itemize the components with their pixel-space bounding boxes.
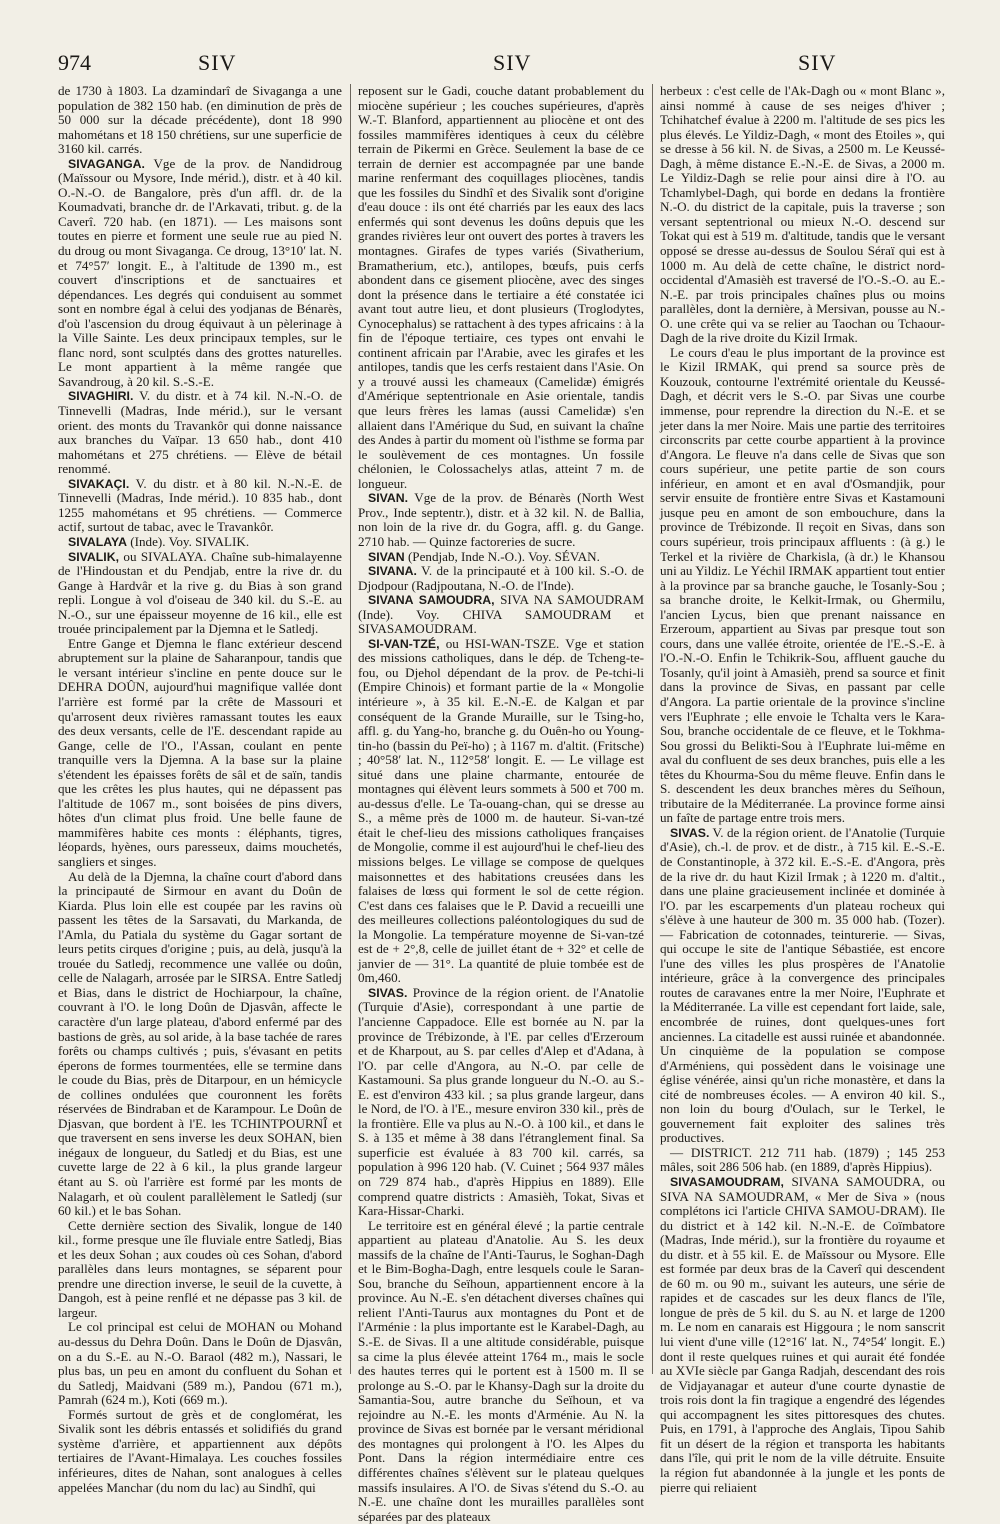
entry-text: V. de la principauté et à 100 kil. S.-O. de Djodpour (Radjpoutana, N.-O. de l'Inde). [358,563,644,593]
entry-text: V. du distr. et à 80 kil. N.-N.-E. de Tinnevelli (Madras, Inde mérid.). 10 835 hab., dont 1255 mahométans et 95 chrétiens. — Commerce actif, surtout de tabac, avec le Travankôr. [58,475,342,535]
running-head-right: SIV [798,50,837,75]
entry-headword: SIVAS. [368,985,408,1000]
entry-headword: SIVALIK, [68,549,120,564]
dictionary-entry [358,491,644,549]
entry-headword: SIVAKAÇI. [68,476,130,491]
entry-headword: SIVAN. [368,491,409,506]
entry-headword: SIVAS. [670,825,710,840]
dictionary-entry [660,1175,945,1495]
text-column-3 [660,83,945,1495]
dictionary-entry [58,550,342,637]
running-head-left: SIV [198,50,237,75]
entry-text: Au delà de la Djemna, la chaîne court d'abord dans la principauté de Sirmour en avant du Doûn de Kiarda. Plus loin elle est coupée par les ravins où passent les têtes de la Sarsavati, du Markanda, de l'Amla, du Patiala du système du Gagar sortant de leurs petits cirques d'origine ; puis, au delà, jusqu'à la trouée du Satledj, recommence une vallée ou doûn, celle de Nalagarh, arrosée par le SIRSA. Entre Satledj et Bias, dans le district de Hochiarpour, la chaîne, couvrant à l'O. le long Doûn de Djasvân, affecte le caractère d'un large plateau, d'abord enfermé par des bastions de grès, au sol aride, à la base tachée de rares forêts ou champs cultivés ; puis, s'évasant en petits éperons de formes tourmentées, elle se termine dans le coude du Bias, près de Ditarpour, en un hémicycle de collines ondulées que couronnent les forêts réservées de Bindraban et de Karampour. Le Doûn de Djasvan, que bordent à l'E. les TCHINTPOURNÎ et que traversent en sens inverse les deux SOHAN, bien inégaux de longueur, du Satledj et du Bias, est une cuvette large de 22 à 6 kil., la plus grande largeur étant au S. où l'arrière est formé par les monts de Nalagarh, et où coulent parallèlement le Satledj (sur 60 kil.) et le bas Sohan. [58,868,342,1219]
dictionary-entry [58,157,342,390]
entry-text: Le col principal est celui de MOHAN ou Mohand au-dessus du Dehra Doûn. Dans le Doûn de Djasvân, on a du S.-E. au N.-O. Baraol (482 m.), Nassari, le plus bas, un peu en amont du confluent du Sohan et du Satledj, Maidvani (589 m.), Pandou (671 m.), Pamrah (624 m.), Koti (669 m.). [58,1319,342,1408]
dictionary-entry [58,477,342,535]
text-column-2 [358,83,645,1524]
dictionary-entry [660,826,945,1146]
dictionary-entry [358,637,644,986]
dictionary-entry [58,389,342,476]
dictionary-entry [660,346,945,826]
entry-text: — DISTRICT. 212 711 hab. (1879) ; 145 253 mâles, soit 286 506 hab. (en 1889, d'après Hippius). [660,1144,945,1175]
entry-text: (Pendjab, Inde N.-O.). Voy. SÉVAN. [404,548,600,564]
running-head-center: SIV [493,50,532,75]
dictionary-entry [58,84,342,157]
dictionary-entry [660,84,945,346]
dictionary-entry [358,1219,644,1524]
dictionary-entry [58,1408,342,1495]
entry-text: de 1730 à 1803. La dzamindarî de Sivaganga a une population de 382 150 hab. (en diminution de près de 50 000 sur la décade précédente), dont 18 990 mahométans et 18 150 chrétiens, sur une superficie de 3160 kil. carrés. [58,83,342,157]
entry-headword: SIVAN [368,549,405,564]
entry-text: Formés surtout de grès et de conglomérat, les Sivalik sont les débris entassés et solidifiés du grand système d'arrière, et appartiennent aux dépôts tertiaires de l'Avant-Himalaya. Les couches fossiles inférieures, dites de Nahan, sont analogues à celles appelées Manchar (du nom du lac) au Sindhî, qui [58,1406,342,1495]
entry-headword: SIVANA. [368,564,417,579]
entry-text: Province de la région orient. de l'Anatolie (Turquie d'Asie), correspondant à une partie de l'ancienne Cappadoce. Elle est bornée au N. par la province de Trébizonde, à l'E. par celles d'Erzeroum et de Kharpout, au S. par celles d'Alep et d'Adana, à l'O. par celle d'Angora, au N.-O. par celle de Kastamouni. Sa plus grande longueur du N.-O. au S.-E. est d'environ 433 kil. ; sa plus grande largeur, dans le Nord, de l'O. à l'E., mesure environ 330 kil., près de la frontière. Elle va plus au N.-O. à 100 kil., et dans le S. à 135 et même à 38 dans l'étranglement final. Sa superficie est évaluée à 83 700 kil. carrés, sa population à 996 120 hab. (V. Cuinet ; 564 937 mâles on 729 874 hab., d'après Hippius en 1889). Elle comprend quatre districts : Amasièh, Tokat, Sivas et Kara-Hissar-Charki. [358,984,644,1219]
entry-text: reposent sur le Gadi, couche datant probablement du miocène supérieur ; les couches supérieures, d'après W.-T. Blanford, appartiennent au pliocène et ont des fossiles mammifères identiques à ceux du célèbre terrain de Pikermi en Grèce. Seulement la base de ce terrain de dernier est accompagnée par une bande marine renfermant des coquillages pliocènes, tandis que les fossiles du Sindhî et des Sivalik sont d'origine d'eau douce : ils ont été charriés par les eaux des lacs enfermés qui sont devenus les doûns depuis que les grandes rivières leur ont ouvert des portes à travers les montagnes. Girafes de types variés (Sivatherium, Bramatherium, etc.), antilopes, bœufs, puis cerfs abondent dans ce gisement pliocène, avec des singes dont la présence dans le tertiaire a été constatée ici avant tout autre lieu, et dont plusieurs (Troglodytes, Cynocephalus) se rattachent à des types africains : à la fin de l'époque tertiaire, ces types ont envahi le continent africain par l'Arabie, avec les girafes et les antilopes, tandis que les cerfs restaient dans l'Asie. On y a trouvé aussi les chameaux (Camelidæ) émigrés d'Amérique septentrionale en Asie orientale, tandis que leurs frères les lamas (aussi Camelidæ) s'en allaient dans l'Amérique du Sud, en suivant la chaîne des Andes à partir du moment où l'isthme se forma par le soulèvement de ces montagnes. Un fossile chélonien, le Colossachelys atlas, atteint 7 m. de longueur. [358,83,644,491]
dictionary-entry [58,637,342,870]
dictionary-entry [358,593,644,637]
entry-text: SIVA NA SAMOUDRAM (Inde). Voy. CHIVA SAMOUDRAM et SIVASAMOUDRAM. [358,592,645,637]
entry-headword: SIVAGHIRI. [68,389,134,404]
entry-text: SIVANA SAMOUDRA, ou SIVA NA SAMOUDRAM, « Mer de Siva » (nous complétons ici l'article CHIVA SAMOU-DRAM). Ile du district et à 142 kil. N.-N.-E. de Coïmbatore (Madras, Inde mérid.), sur la frontière du royaume et du distr. et à 55 kil. E. de Maïssour ou Mysore. Elle est formée par deux bras de la Caverî qui descendent de 60 m. ou 90 m., suivant les auteurs, une série de rapides et de cascades sur les deux flancs de l'île, longue de près de 5 kil. du S. au N. et large de 1200 m. Le nom en canarais est Higgoura ; le nom sanscrit lui vient d'une ville (12°16′ lat. N., 74°54′ longit. E.) dont il reste quelques ruines et qui aurait été fondée au XVIe siècle par Ganga Radjah, descendant des rois de Vidjayanagar et auteur d'une courte dynastie de trois rois dont la fin tragique a engendré des légendes qui accompagnent les sites pittoresques des chutes. Puis, en 1791, à l'approche des Anglais, Tipou Sahib fit un désert de la région et transporta les habitants dans l'île, qui prit le nom de la ville détruite. Ensuite la région fut abandonnée à la jungle et les ponts de pierre qui reliaient [660,1174,945,1495]
column-divider-1 [350,84,351,1374]
entry-headword: SI-VAN-TZÉ, [368,636,440,651]
column-divider-2 [652,84,653,1374]
entry-text: Cette dernière section des Sivalik, longue de 140 kil., forme presque une île fluviale entre Satledj, Bias et les deux Sohan ; aux coudes où ces Sohan, d'abord parallèles dans leurs montagnes, se séparent pour prendre une direction inverse, le seuil de la cuvette, à Dangoh, est à peine renflé et ne dépasse pas 3 kil. de largeur. [58,1217,342,1320]
entry-text: V. de la région orient. de l'Anatolie (Turquie d'Asie), ch.-l. de prov. et de distr., à 715 kil. E.-S.-E. de Constantinople, à 372 kil. E.-S.-E. d'Angora, près de la rive dr. du haut Kizil Irmak ; à 1220 m. d'altit., dans une plaine gracieusement inclinée et dominée à l'O. par les escarpements d'un plateau rocheux qui s'élève à une hauteur de 300 m. 35 000 hab. (Tozer). — Fabrication de cotonnades, teinturerie. — Sivas, qui occupe le site de l'antique Sébastiée, est encore l'une des villes les plus prospères de l'Anatolie intérieure, grâce à la convergence des principales routes de caravanes entre la mer Noire, l'Euphrate et la Méditerranée. La ville est cependant fort laide, sale, encombrée de ruines, dont quelques-unes fort anciennes. La citadelle est aussi ruinée et abandonnée. Un cinquième de la population se compose d'Arméniens, qui possèdent dans le voisinage une église vénérée, ainsi qu'un riche monastère, et dans la cité de nombreuses écoles. — A environ 40 kil. S., non loin du bourg d'Oulach, sur le Terkel, le gouvernement fait exploiter des salines très productives. [660,824,945,1146]
entry-headword: SIVALAYA [68,534,128,549]
dictionary-entry [358,550,644,565]
entry-text: ou HSI-WAN-TSZE. Vge et station des missions catholiques, dans le dép. de Tcheng-te-fou, ou Djehol dépendant de la prov. de Pe-tchi-li (Empire Chinois) et formant partie de la « Mongolie intérieure », à 35 kil. E.-N.-E. de Kalgan et par conséquent de la Grande Muraille, sur le Tsing-ho, affl. g. du Yang-ho, branche g. du Ouên-ho ou Young-tin-ho (bassin du Peï-ho) ; à 1167 m. d'altit. (Fritsche) ; 40°58′ lat. N., 112°58′ longit. E. — Le village est situé dans une plaine charmante, entourée de montagnes qui élèvent leurs sommets à 500 et 700 m. au-dessus d'elle. Le Ta-ouang-chan, qui se dresse au S., a même près de 1000 m. de hauteur. Si-van-tzé était le chef-lieu des missions catholiques françaises de Mongolie, comme il est aujourd'hui le chef-lieu des missions belges. Le village se compose de quelques maisonnettes et des habitations creusées dans les falaises de lœss qui forment le sol de cette région. C'est dans ces falaises que le P. David a recueilli une des meilleures collections paléontologiques du sud de la Mongolie. La température moyenne de Si-van-tzé est de + 2°,8, celle de juillet étant de + 32° et celle de janvier de — 31°. La quantité de pluie tombée est de 0m,460. [358,635,644,986]
entry-text: Vge de la prov. de Nandidroug (Maïssour ou Mysore, Inde mérid.), distr. et à 40 kil. O.-N.-O. de Bangalore, près d'un affl. dr. de la Koumadvati, branche dr. de l'Arkavati, tribut. g. de la Caverî. 720 hab. (en 1871). — Les maisons sont toutes en pierre et forment une seule rue au pied N. du droug ou mont Sivaganga. Ce droug, 13°10′ lat. N. et 74°57′ longit. E., à l'altitude de 1390 m., est couvert d'inscriptions et de sanctuaires et dépendances. Les degrés qui conduisent au sommet sont en nombre égal à celui des yodjanas de Bénarès, d'où l'ascension du droug équivaut à un pèlerinage à la Ville Sainte. Les deux principaux temples, sur le flanc nord, sont sculptés dans des grottes naturelles. Le mont appartient à la même rangée que Savandroug, à 20 kil. S.-S.-E. [58,155,342,389]
entry-headword: SIVANA SAMOUDRA, [368,593,495,608]
entry-headword: SIVAGANGA. [68,156,145,171]
dictionary-entry [58,1320,342,1407]
page-header [58,50,963,80]
entry-text: Entre Gange et Djemna le flanc extérieur descend abruptement sur la plaine de Saharanpour, tandis que le versant intérieur s'incline en pente douce sur le DEHRA DOÛN, aujourd'hui magnifique vallée dont l'arrière est formé par la crête de Massouri et qu'arrosent deux rivières ramassant toutes les eaux des deux versants, celle de l'E. descendant rapide au Gange, celle de l'O., l'Assan, coulant en pente tranquille vers la Djemna. A la base sur la plaine s'étendent les épaisses forêts de sâl et de saïn, tandis que les crêtes les plus hautes, qui ne dépassent pas l'altitude de 1067 m., sont boisées de pins divers, hôtes d'un climat plus froid. Une belle faune de mammifères habite ces monts : éléphants, tigres, léopards, hyènes, ours paresseux, daims mouchetés, sangliers et singes. [58,635,342,869]
entry-headword: SIVASAMOUDRAM, [670,1175,784,1190]
entry-text: Le cours d'eau le plus important de la province est le Kizil IRMAK, qui prend sa source près de Kouzouk, contourne l'extrémité orientale du Keussé-Dagh, et décrit vers le S.-O. par Sivas une courbe immense, pour reprendre la direction du N.-E. et se jeter dans la mer Noire. Mais une partie des territoires circonscrits par cette courbe appartient à la province d'Angora. Le fleuve n'a dans celle de Sivas que son cours supérieur, une petite partie de son cours inférieur, en amont et en aval d'Osmandjik, pour servir ensuite de frontière entre Sivas et Kastamouni jusque peu en amont de son embouchure, dans la province de Trébizonde. Il reçoit en Sivas, dans son cours supérieur, trois principaux affluents : (à g.) le Terkel et la rivière de Charkisla, (à dr.) le Khansou uni au Yildiz. Le Yéchil IRMAK appartient tout entier à la province par sa branche gauche, le Tosanly-Sou ; sa branche droite, le Kelkit-Irmak, ou Ghermilu, l'ancien Lycus, bien que prenant naissance en Erzeroum, appartient au Sivas par presque tout son cours, dans une vallée étroite, orientée de l'E.-S.-E. à l'O.-N.-O. Enfin le Tchikrik-Sou, affluent gauche du Tosanly, qu'il joint à Amasièh, prend sa source et finit dans la province de Sivas, en passant par celle d'Angora. La partie orientale de la province s'incline vers l'Euphrate ; elle envoie le Tchalta vers le Kara-Sou, branche occidentale de ce fleuve, et le Tokhma-Sou grossi du Belikti-Sou à l'Euphrate lui-même en aval du confluent de ses deux branches, puis elle a les têtes du Khourma-Sou du même fleuve. Enfin dans le S. descendent les deux branches mères du Seïhoun, tributaire de la Méditerranée. La province forme ainsi un faîte de partage entre trois mers. [660,344,945,826]
dictionary-entry [660,1146,945,1175]
entry-text: ou SIVALAYA. Chaîne sub-himalayenne de l'Hindoustan et du Pendjab, entre la rive dr. du Gange à Hardvâr et la rive g. du Bias à son grand repli. Longue à vol d'oiseau de 340 kil. du S.-E. au N.-O., sur une épaisseur moyenne de 16 kil., elle est trouée principalement par la Djemna et le Satledj. [58,548,342,637]
entry-text: herbeux : c'est celle de l'Ak-Dagh ou « mont Blanc », ainsi nommé à cause de ses neiges d'hiver ; Tchihatchef évalue à 2200 m. l'altitude de ses pics les plus élevés. Le Yildiz-Dagh, « mont des Etoiles », qui se dresse à 56 kil. N. de Sivas, a 2500 m. Le Keussé-Dagh, à même distance E.-N.-E. de Sivas, a 2000 m. Le Yildiz-Dagh se relie pour ainsi dire à l'O. au Tchamlybel-Dagh, qui borde en dedans la frontière N.-O. du district de la capitale, puis la traverse ; son versant septentrional ou mieux N.-O. descend sur Tokat qui est à 519 m. d'altitude, tandis que le versant opposé se dresse au-dessus de Soulou Séraï qui est à 1000 m. Au delà de cette chaîne, le district nord-occidental d'Amasièh est traversé de l'O.-S.-O. au E.-N.-E. par trois principales chaînes plus ou moins parallèles, dont la dernière, à Mersivan, pousse au N.-O. une crête qui va se relier au Taochan ou Tchaour-Dagh de la rive droite du Kizil Irmak. [660,83,945,346]
dictionary-entry [58,870,342,1219]
dictionary-entry [58,1219,342,1321]
dictionary-entry [358,84,644,491]
entry-text: V. du distr. et à 74 kil. N.-N.-O. de Tinnevelli (Madras, Inde mérid.), sur le versant orient. des monts du Travankôr qui donne naissance aux branches du Vaïpar. 13 650 hab., dont 410 mahométans et 275 chrétiens. — Elève de bétail renommé. [58,388,342,477]
page-number: 974 [58,50,91,75]
entry-text: Vge de la prov. de Bénarès (North West Prov., Inde septentr.), distr. et à 32 kil. N. de Ballia, non loin de la rive dr. du Gogra, affl. g. du Gange. 2710 hab. — Quinze factoreries de sucre. [358,490,644,549]
dictionary-entry [358,986,644,1219]
dictionary-entry [58,535,342,550]
dictionary-entry [358,564,644,593]
text-column-1 [58,83,342,1495]
entry-text: (Inde). Voy. SIVALIK. [127,533,250,549]
entry-text: Le territoire est en général élevé ; la partie centrale appartient au plateau d'Anatolie. Au S. les deux massifs de la chaîne de l'Anti-Taurus, le Soghan-Dagh et le Bim-Bogha-Dagh, entre lesquels coule le Saran-Sou, branche du Seïhoun, appartiennent encore à la province. Au N.-E. s'en détachent diverses chaînes qui relient l'Anti-Taurus aux montagnes du Pont et de l'Arménie : la plus importante est le Karabel-Dagh, au S.-E. de Sivas. Il a une altitude considérable, puisque sa cime la plus élevée atteint 1764 m., mais le socle des hautes terres qui le portent est à 1500 m. Il se prolonge au S.-O. par le Khansy-Dagh sur la droite du Samantia-Sou, autre branche du Seïhoun, et va rejoindre au N.-E. les monts d'Arménie. Au N. la province de Sivas est bornée par le versant méridional des montagnes qui prolongent à l'O. les Alpes du Pont. Dans la région intermédiaire entre ces différentes chaînes s'élèvent sur le plateau quelques massifs insulaires. A l'O. de Sivas s'étend du S.-O. au N.-E. une chaîne dont les murailles parallèles sont séparées par des plateaux [358,1217,644,1524]
